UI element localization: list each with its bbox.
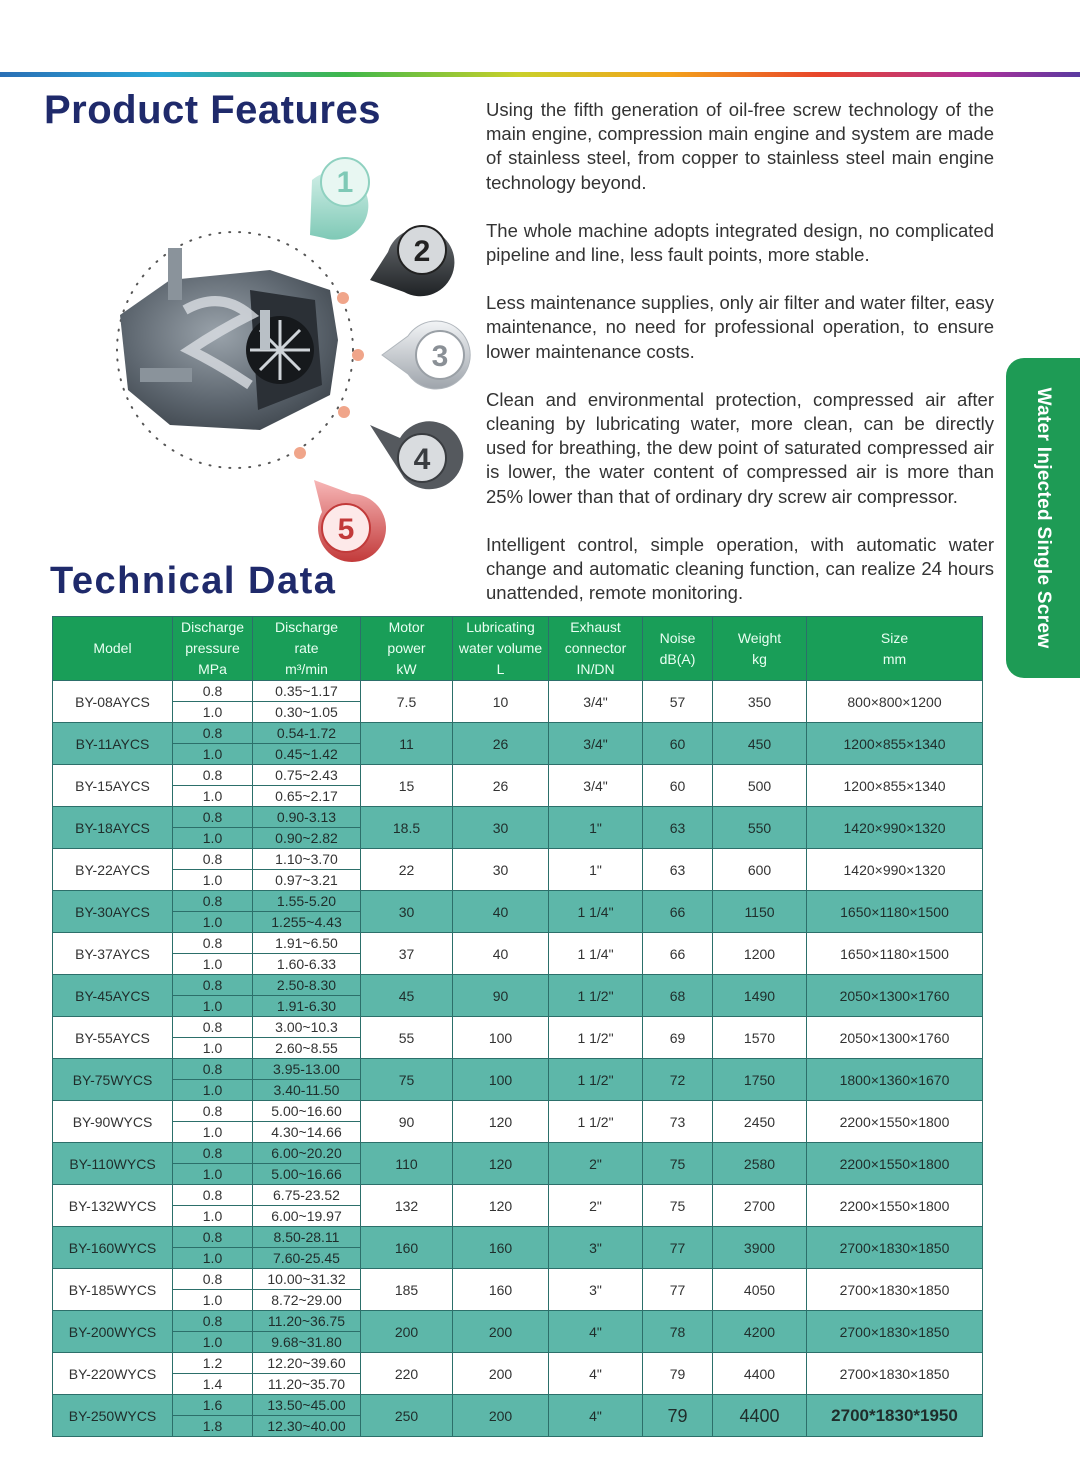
- power-cell: 250: [361, 1395, 453, 1437]
- rate-cell: 10.00~31.32: [253, 1269, 361, 1290]
- noise-cell: 78: [643, 1311, 713, 1353]
- noise-cell: 57: [643, 681, 713, 723]
- rate-cell: 1.255~4.43: [253, 912, 361, 933]
- connector-cell: 4": [549, 1311, 643, 1353]
- feature-2-text: The whole machine adopts integrated design, no complicated pipeline and line, less fault points, more stable.: [486, 219, 994, 266]
- weight-cell: 1200: [713, 933, 807, 975]
- weight-cell: 3900: [713, 1227, 807, 1269]
- pressure-cell: 1.0: [173, 1248, 253, 1269]
- pressure-cell: 0.8: [173, 807, 253, 828]
- connector-cell: 3/4": [549, 681, 643, 723]
- column-header-6: [643, 617, 713, 681]
- power-cell: 160: [361, 1227, 453, 1269]
- column-header-line: m³/min: [285, 661, 328, 677]
- column-header-line: mm: [882, 650, 907, 667]
- size-cell: 1650×1180×1500: [807, 891, 983, 933]
- feature-5-text: Intelligent control, simple operation, with automatic water change and automatic cleaning function, can realize 24 hours unattended, remote monitoring.: [486, 533, 994, 604]
- feature-3-text: Less maintenance supplies, only air filter and water filter, easy maintenance, no need for professional operation, to ensure lower maintenance costs.: [486, 292, 994, 362]
- features-list: [486, 98, 994, 629]
- weight-cell: 4400: [713, 1395, 807, 1437]
- pressure-cell: 0.8: [173, 1143, 253, 1164]
- model-cell: BY-160WYCS: [53, 1227, 173, 1269]
- size-cell: 1420×990×1320: [807, 807, 983, 849]
- power-cell: 45: [361, 975, 453, 1017]
- pressure-cell: 0.8: [173, 1227, 253, 1248]
- pressure-cell: 1.0: [173, 1164, 253, 1185]
- rate-cell: 1.55-5.20: [253, 891, 361, 912]
- side-tab-label: Water Injected Single Screw: [1033, 387, 1054, 649]
- table-row: [53, 1311, 983, 1332]
- feature-4-text: Clean and environmental protection, compressed air after cleaning by lubricating water, more clean, can be directly used for breathing, the dew point of saturated compressed air is lower, the water content of compressed air is more than 25% lower than that of ordinary dry screw air compressor.: [486, 388, 994, 507]
- weight-cell: 350: [713, 681, 807, 723]
- water-volume-cell: 100: [453, 1017, 549, 1059]
- connector-cell: 4": [549, 1395, 643, 1437]
- pressure-cell: 1.0: [173, 1080, 253, 1101]
- weight-cell: 2700: [713, 1185, 807, 1227]
- weight-cell: 600: [713, 849, 807, 891]
- model-cell: BY-45AYCS: [53, 975, 173, 1017]
- table-row: [53, 1353, 983, 1374]
- power-cell: 30: [361, 891, 453, 933]
- power-cell: 18.5: [361, 807, 453, 849]
- weight-cell: 2450: [713, 1101, 807, 1143]
- pressure-cell: 1.6: [173, 1395, 253, 1416]
- svg-text:3: 3: [431, 340, 449, 373]
- technical-data-heading: Technical Data: [50, 560, 337, 602]
- connector-cell: 3": [549, 1227, 643, 1269]
- water-volume-cell: 160: [453, 1227, 549, 1269]
- water-volume-cell: 40: [453, 933, 549, 975]
- rate-cell: 6.00~20.20: [253, 1143, 361, 1164]
- column-header-line: Exhaust: [570, 619, 621, 635]
- connector-cell: 4": [549, 1353, 643, 1395]
- compressor-illustration: [100, 140, 480, 570]
- column-header-7: [713, 617, 807, 681]
- power-cell: 75: [361, 1059, 453, 1101]
- rate-cell: 4.30~14.66: [253, 1122, 361, 1143]
- noise-cell: 66: [643, 891, 713, 933]
- water-volume-cell: 120: [453, 1143, 549, 1185]
- column-header-line: Weight: [737, 629, 782, 646]
- model-cell: BY-132WYCS: [53, 1185, 173, 1227]
- column-header-line: pressure: [185, 640, 240, 656]
- connector-cell: 1 1/2": [549, 1017, 643, 1059]
- connector-cell: 1": [549, 807, 643, 849]
- weight-cell: 2580: [713, 1143, 807, 1185]
- rate-cell: 5.00~16.60: [253, 1101, 361, 1122]
- size-cell: 2050×1300×1760: [807, 975, 983, 1017]
- noise-cell: 60: [643, 765, 713, 807]
- size-cell: 1200×855×1340: [807, 765, 983, 807]
- table-row: [53, 723, 983, 744]
- pressure-cell: 0.8: [173, 1017, 253, 1038]
- column-header-line: connector: [564, 640, 627, 656]
- power-cell: 185: [361, 1269, 453, 1311]
- model-cell: BY-75WYCS: [53, 1059, 173, 1101]
- pressure-cell: 1.0: [173, 1206, 253, 1227]
- column-header-2: [253, 617, 361, 681]
- model-cell: BY-30AYCS: [53, 891, 173, 933]
- column-header-line: MPa: [198, 661, 227, 677]
- column-header-line: IN/DN: [576, 661, 615, 677]
- table-body: [53, 681, 983, 1437]
- pressure-cell: 0.8: [173, 1059, 253, 1080]
- table-row: [53, 1017, 983, 1038]
- model-cell: BY-220WYCS: [53, 1353, 173, 1395]
- water-volume-cell: 100: [453, 1059, 549, 1101]
- connector-cell: 1 1/4": [549, 933, 643, 975]
- noise-cell: 68: [643, 975, 713, 1017]
- pressure-cell: 1.0: [173, 1332, 253, 1353]
- size-cell: 1800×1360×1670: [807, 1059, 983, 1101]
- column-header-line: Lubricating: [466, 619, 535, 635]
- weight-cell: 4400: [713, 1353, 807, 1395]
- column-header-line: Noise: [659, 629, 696, 646]
- pressure-cell: 1.0: [173, 744, 253, 765]
- power-cell: 15: [361, 765, 453, 807]
- power-cell: 7.5: [361, 681, 453, 723]
- rate-cell: 3.95-13.00: [253, 1059, 361, 1080]
- table-row: [53, 933, 983, 954]
- column-header-1: [173, 617, 253, 681]
- rate-cell: 12.30~40.00: [253, 1416, 361, 1437]
- rate-cell: 13.50~45.00: [253, 1395, 361, 1416]
- table-row: [53, 975, 983, 996]
- pressure-cell: 0.8: [173, 891, 253, 912]
- size-cell: 2050×1300×1760: [807, 1017, 983, 1059]
- model-cell: BY-37AYCS: [53, 933, 173, 975]
- noise-cell: 77: [643, 1269, 713, 1311]
- pressure-cell: 0.8: [173, 1185, 253, 1206]
- noise-cell: 60: [643, 723, 713, 765]
- rate-cell: 11.20~36.75: [253, 1311, 361, 1332]
- connector-cell: 1 1/4": [549, 891, 643, 933]
- table-row: [53, 1059, 983, 1080]
- feature-3-badge: [382, 321, 470, 389]
- power-cell: 132: [361, 1185, 453, 1227]
- power-cell: 22: [361, 849, 453, 891]
- svg-text:1: 1: [336, 166, 354, 199]
- table-row: [53, 891, 983, 912]
- rate-cell: 0.65~2.17: [253, 786, 361, 807]
- column-header-4: [453, 617, 549, 681]
- pressure-cell: 1.2: [173, 1353, 253, 1374]
- rate-cell: 11.20~35.70: [253, 1374, 361, 1395]
- pressure-cell: 1.0: [173, 1122, 253, 1143]
- rate-cell: 2.50-8.30: [253, 975, 361, 996]
- weight-cell: 4200: [713, 1311, 807, 1353]
- pressure-cell: 1.0: [173, 1290, 253, 1311]
- connector-cell: 1 1/2": [549, 975, 643, 1017]
- size-cell: 2700*1830*1950: [807, 1395, 983, 1437]
- noise-cell: 79: [643, 1353, 713, 1395]
- column-header-line: dB(A): [659, 650, 696, 667]
- water-volume-cell: 10: [453, 681, 549, 723]
- column-header-line: Discharge: [274, 619, 339, 635]
- svg-text:4: 4: [413, 443, 431, 476]
- rate-cell: 1.91-6.30: [253, 996, 361, 1017]
- model-cell: BY-90WYCS: [53, 1101, 173, 1143]
- rate-cell: 1.60-6.33: [253, 954, 361, 975]
- noise-cell: 77: [643, 1227, 713, 1269]
- column-header-line: Size: [880, 629, 909, 646]
- water-volume-cell: 120: [453, 1101, 549, 1143]
- table-row: [53, 807, 983, 828]
- rate-cell: 3.40-11.50: [253, 1080, 361, 1101]
- column-header-8: [807, 617, 983, 681]
- rate-cell: 3.00~10.3: [253, 1017, 361, 1038]
- column-header-line: power: [387, 640, 426, 656]
- water-volume-cell: 26: [453, 723, 549, 765]
- weight-cell: 550: [713, 807, 807, 849]
- pressure-cell: 0.8: [173, 849, 253, 870]
- model-cell: BY-11AYCS: [53, 723, 173, 765]
- table-row: [53, 849, 983, 870]
- compressor-body: [120, 248, 338, 430]
- rate-cell: 1.91~6.50: [253, 933, 361, 954]
- power-cell: 11: [361, 723, 453, 765]
- water-volume-cell: 90: [453, 975, 549, 1017]
- pressure-cell: 0.8: [173, 765, 253, 786]
- feature-1-text: Using the fifth generation of oil-free screw technology of the main engine, compression main engine and system are made of stainless steel, from copper to stainless steel main engine technology beyond.: [486, 99, 994, 193]
- power-cell: 55: [361, 1017, 453, 1059]
- column-header-line: kg: [752, 650, 767, 667]
- noise-cell: 75: [643, 1143, 713, 1185]
- noise-cell: 75: [643, 1185, 713, 1227]
- connector-cell: 2": [549, 1185, 643, 1227]
- size-cell: 2200×1550×1800: [807, 1185, 983, 1227]
- rate-cell: 0.90-3.13: [253, 807, 361, 828]
- table-header: [53, 617, 983, 681]
- pressure-cell: 0.8: [173, 975, 253, 996]
- column-header-5: [549, 617, 643, 681]
- pressure-cell: 1.0: [173, 786, 253, 807]
- pressure-cell: 0.8: [173, 1311, 253, 1332]
- pressure-cell: 0.8: [173, 681, 253, 702]
- noise-cell: 63: [643, 807, 713, 849]
- model-cell: BY-15AYCS: [53, 765, 173, 807]
- table-row: [53, 1395, 983, 1416]
- size-cell: 2700×1830×1850: [807, 1311, 983, 1353]
- connector-cell: 1 1/2": [549, 1101, 643, 1143]
- size-cell: 1650×1180×1500: [807, 933, 983, 975]
- pressure-cell: 0.8: [173, 1269, 253, 1290]
- feature-5-badge: [314, 480, 386, 562]
- rate-cell: 0.30~1.05: [253, 702, 361, 723]
- pressure-cell: 1.0: [173, 870, 253, 891]
- pressure-cell: 1.0: [173, 828, 253, 849]
- weight-cell: 1570: [713, 1017, 807, 1059]
- column-header-line: rate: [294, 640, 319, 656]
- table-row: [53, 1227, 983, 1248]
- pressure-cell: 0.8: [173, 723, 253, 744]
- model-cell: BY-185WYCS: [53, 1269, 173, 1311]
- water-volume-cell: 200: [453, 1311, 549, 1353]
- power-cell: 200: [361, 1311, 453, 1353]
- technical-data-table: [52, 616, 983, 1437]
- weight-cell: 500: [713, 765, 807, 807]
- rainbow-divider: [0, 72, 1080, 77]
- column-header-line: Motor: [388, 619, 425, 635]
- water-volume-cell: 40: [453, 891, 549, 933]
- rate-cell: 5.00~16.66: [253, 1164, 361, 1185]
- column-header-line: water volume: [458, 640, 543, 656]
- connector-cell: 3/4": [549, 723, 643, 765]
- pressure-cell: 1.8: [173, 1416, 253, 1437]
- side-category-tab: [1006, 358, 1080, 678]
- column-header-0: [53, 617, 173, 681]
- rate-cell: 12.20~39.60: [253, 1353, 361, 1374]
- connector-cell: 3/4": [549, 765, 643, 807]
- size-cell: 800×800×1200: [807, 681, 983, 723]
- water-volume-cell: 200: [453, 1395, 549, 1437]
- pressure-cell: 1.0: [173, 996, 253, 1017]
- weight-cell: 1150: [713, 891, 807, 933]
- size-cell: 2200×1550×1800: [807, 1101, 983, 1143]
- size-cell: 2700×1830×1850: [807, 1269, 983, 1311]
- pressure-cell: 0.8: [173, 1101, 253, 1122]
- pressure-cell: 1.0: [173, 1038, 253, 1059]
- product-features-heading: Product Features: [44, 88, 381, 132]
- water-volume-cell: 30: [453, 849, 549, 891]
- model-cell: BY-08AYCS: [53, 681, 173, 723]
- water-volume-cell: 120: [453, 1185, 549, 1227]
- svg-text:2: 2: [413, 235, 431, 268]
- size-cell: 2700×1830×1850: [807, 1353, 983, 1395]
- rate-cell: 1.10~3.70: [253, 849, 361, 870]
- model-cell: BY-110WYCS: [53, 1143, 173, 1185]
- feature-4-badge: [370, 421, 463, 489]
- pressure-cell: 1.4: [173, 1374, 253, 1395]
- connector-cell: 1 1/2": [549, 1059, 643, 1101]
- pressure-cell: 0.8: [173, 933, 253, 954]
- water-volume-cell: 30: [453, 807, 549, 849]
- rate-cell: 9.68~31.80: [253, 1332, 361, 1353]
- model-cell: BY-22AYCS: [53, 849, 173, 891]
- column-header-line: L: [496, 661, 505, 677]
- table-row: [53, 681, 983, 702]
- column-header-line: Model: [93, 640, 132, 656]
- water-volume-cell: 200: [453, 1353, 549, 1395]
- noise-cell: 69: [643, 1017, 713, 1059]
- rate-cell: 0.97~3.21: [253, 870, 361, 891]
- feature-1-badge: [310, 158, 369, 240]
- power-cell: 90: [361, 1101, 453, 1143]
- noise-cell: 72: [643, 1059, 713, 1101]
- table-row: [53, 1101, 983, 1122]
- model-cell: BY-250WYCS: [53, 1395, 173, 1437]
- connector-cell: 1": [549, 849, 643, 891]
- rate-cell: 0.35~1.17: [253, 681, 361, 702]
- model-cell: BY-200WYCS: [53, 1311, 173, 1353]
- rate-cell: 0.45~1.42: [253, 744, 361, 765]
- pressure-cell: 1.0: [173, 954, 253, 975]
- rate-cell: 8.72~29.00: [253, 1290, 361, 1311]
- connector-cell: 3": [549, 1269, 643, 1311]
- weight-cell: 450: [713, 723, 807, 765]
- rate-cell: 0.75~2.43: [253, 765, 361, 786]
- noise-cell: 73: [643, 1101, 713, 1143]
- column-header-line: Discharge: [180, 619, 245, 635]
- weight-cell: 1750: [713, 1059, 807, 1101]
- water-volume-cell: 26: [453, 765, 549, 807]
- size-cell: 2200×1550×1800: [807, 1143, 983, 1185]
- pressure-cell: 1.0: [173, 912, 253, 933]
- feature-2-badge: [370, 226, 454, 296]
- rate-cell: 0.54-1.72: [253, 723, 361, 744]
- power-cell: 110: [361, 1143, 453, 1185]
- power-cell: 37: [361, 933, 453, 975]
- size-cell: 1200×855×1340: [807, 723, 983, 765]
- svg-text:5: 5: [337, 513, 355, 546]
- weight-cell: 1490: [713, 975, 807, 1017]
- rate-cell: 6.00~19.97: [253, 1206, 361, 1227]
- rate-cell: 6.75-23.52: [253, 1185, 361, 1206]
- pressure-cell: 1.0: [173, 702, 253, 723]
- rate-cell: 0.90~2.82: [253, 828, 361, 849]
- column-header-3: [361, 617, 453, 681]
- column-header-line: kW: [396, 661, 417, 677]
- model-cell: BY-55AYCS: [53, 1017, 173, 1059]
- table-row: [53, 765, 983, 786]
- rate-cell: 8.50-28.11: [253, 1227, 361, 1248]
- table-row: [53, 1143, 983, 1164]
- connector-cell: 2": [549, 1143, 643, 1185]
- size-cell: 1420×990×1320: [807, 849, 983, 891]
- weight-cell: 4050: [713, 1269, 807, 1311]
- table-row: [53, 1269, 983, 1290]
- noise-cell: 63: [643, 849, 713, 891]
- water-volume-cell: 160: [453, 1269, 549, 1311]
- power-cell: 220: [361, 1353, 453, 1395]
- model-cell: BY-18AYCS: [53, 807, 173, 849]
- noise-cell: 66: [643, 933, 713, 975]
- noise-cell: 79: [643, 1395, 713, 1437]
- size-cell: 2700×1830×1850: [807, 1227, 983, 1269]
- table-row: [53, 1185, 983, 1206]
- rate-cell: 2.60~8.55: [253, 1038, 361, 1059]
- rate-cell: 7.60-25.45: [253, 1248, 361, 1269]
